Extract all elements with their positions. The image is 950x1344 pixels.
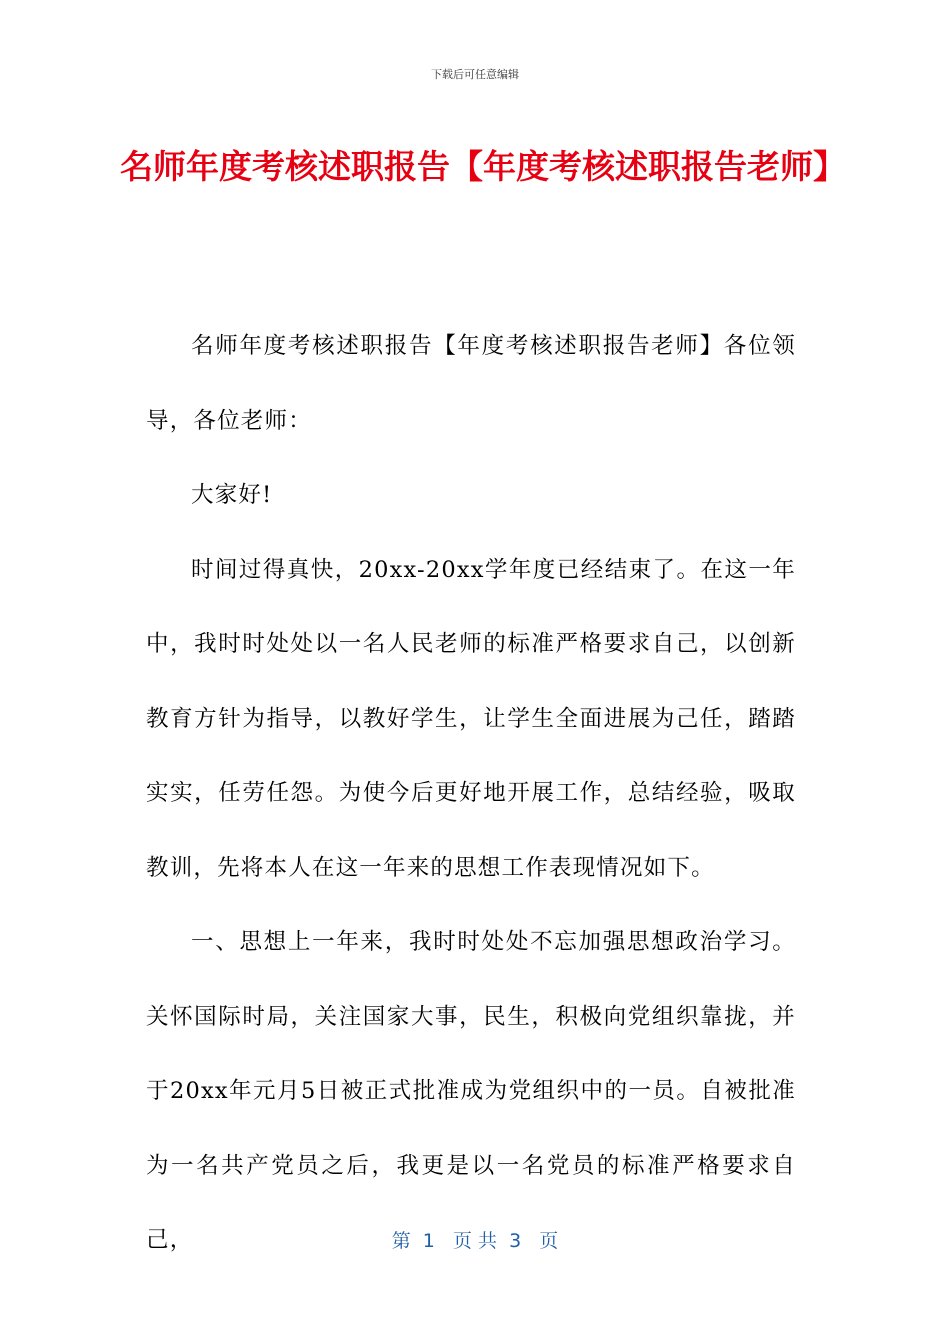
paragraph-hello: 大家好!	[191, 482, 273, 508]
document-body	[146, 309, 796, 1278]
header-note: 下载后可任意编辑	[431, 68, 519, 81]
paragraph-greeting: 名师年度考核述职报告【年度考核述职报告老师】各位领导，各位老师：	[146, 333, 796, 434]
document-title: 名师年度考核述职报告【年度考核述职报告老师】	[120, 147, 846, 186]
paragraph-section-one: 一、思想上一年来，我时时处处不忘加强思想政治学习。关怀国际时局，关注国家大事，民生，积极向党组织靠拢，并于20xx年元月5日被正式批准成为党组织中的一员。自被批准为一名共产党员之后，我更是以一名党员的标准严格要求自己，	[146, 929, 796, 1253]
page-number: 第 1 页 共 3 页	[391, 1230, 559, 1252]
paragraph-intro: 时间过得真快，20xx-20xx学年度已经结束了。在这一年中，我时时处处以一名人民老师的标准严格要求自己，以创新教育方针为指导，以教好学生，让学生全面进展为己任，踏踏实实，任劳任怨。为使今后更好地开展工作，总结经验，吸取教训，先将本人在这一年来的思想工作表现情况如下。	[146, 556, 796, 881]
